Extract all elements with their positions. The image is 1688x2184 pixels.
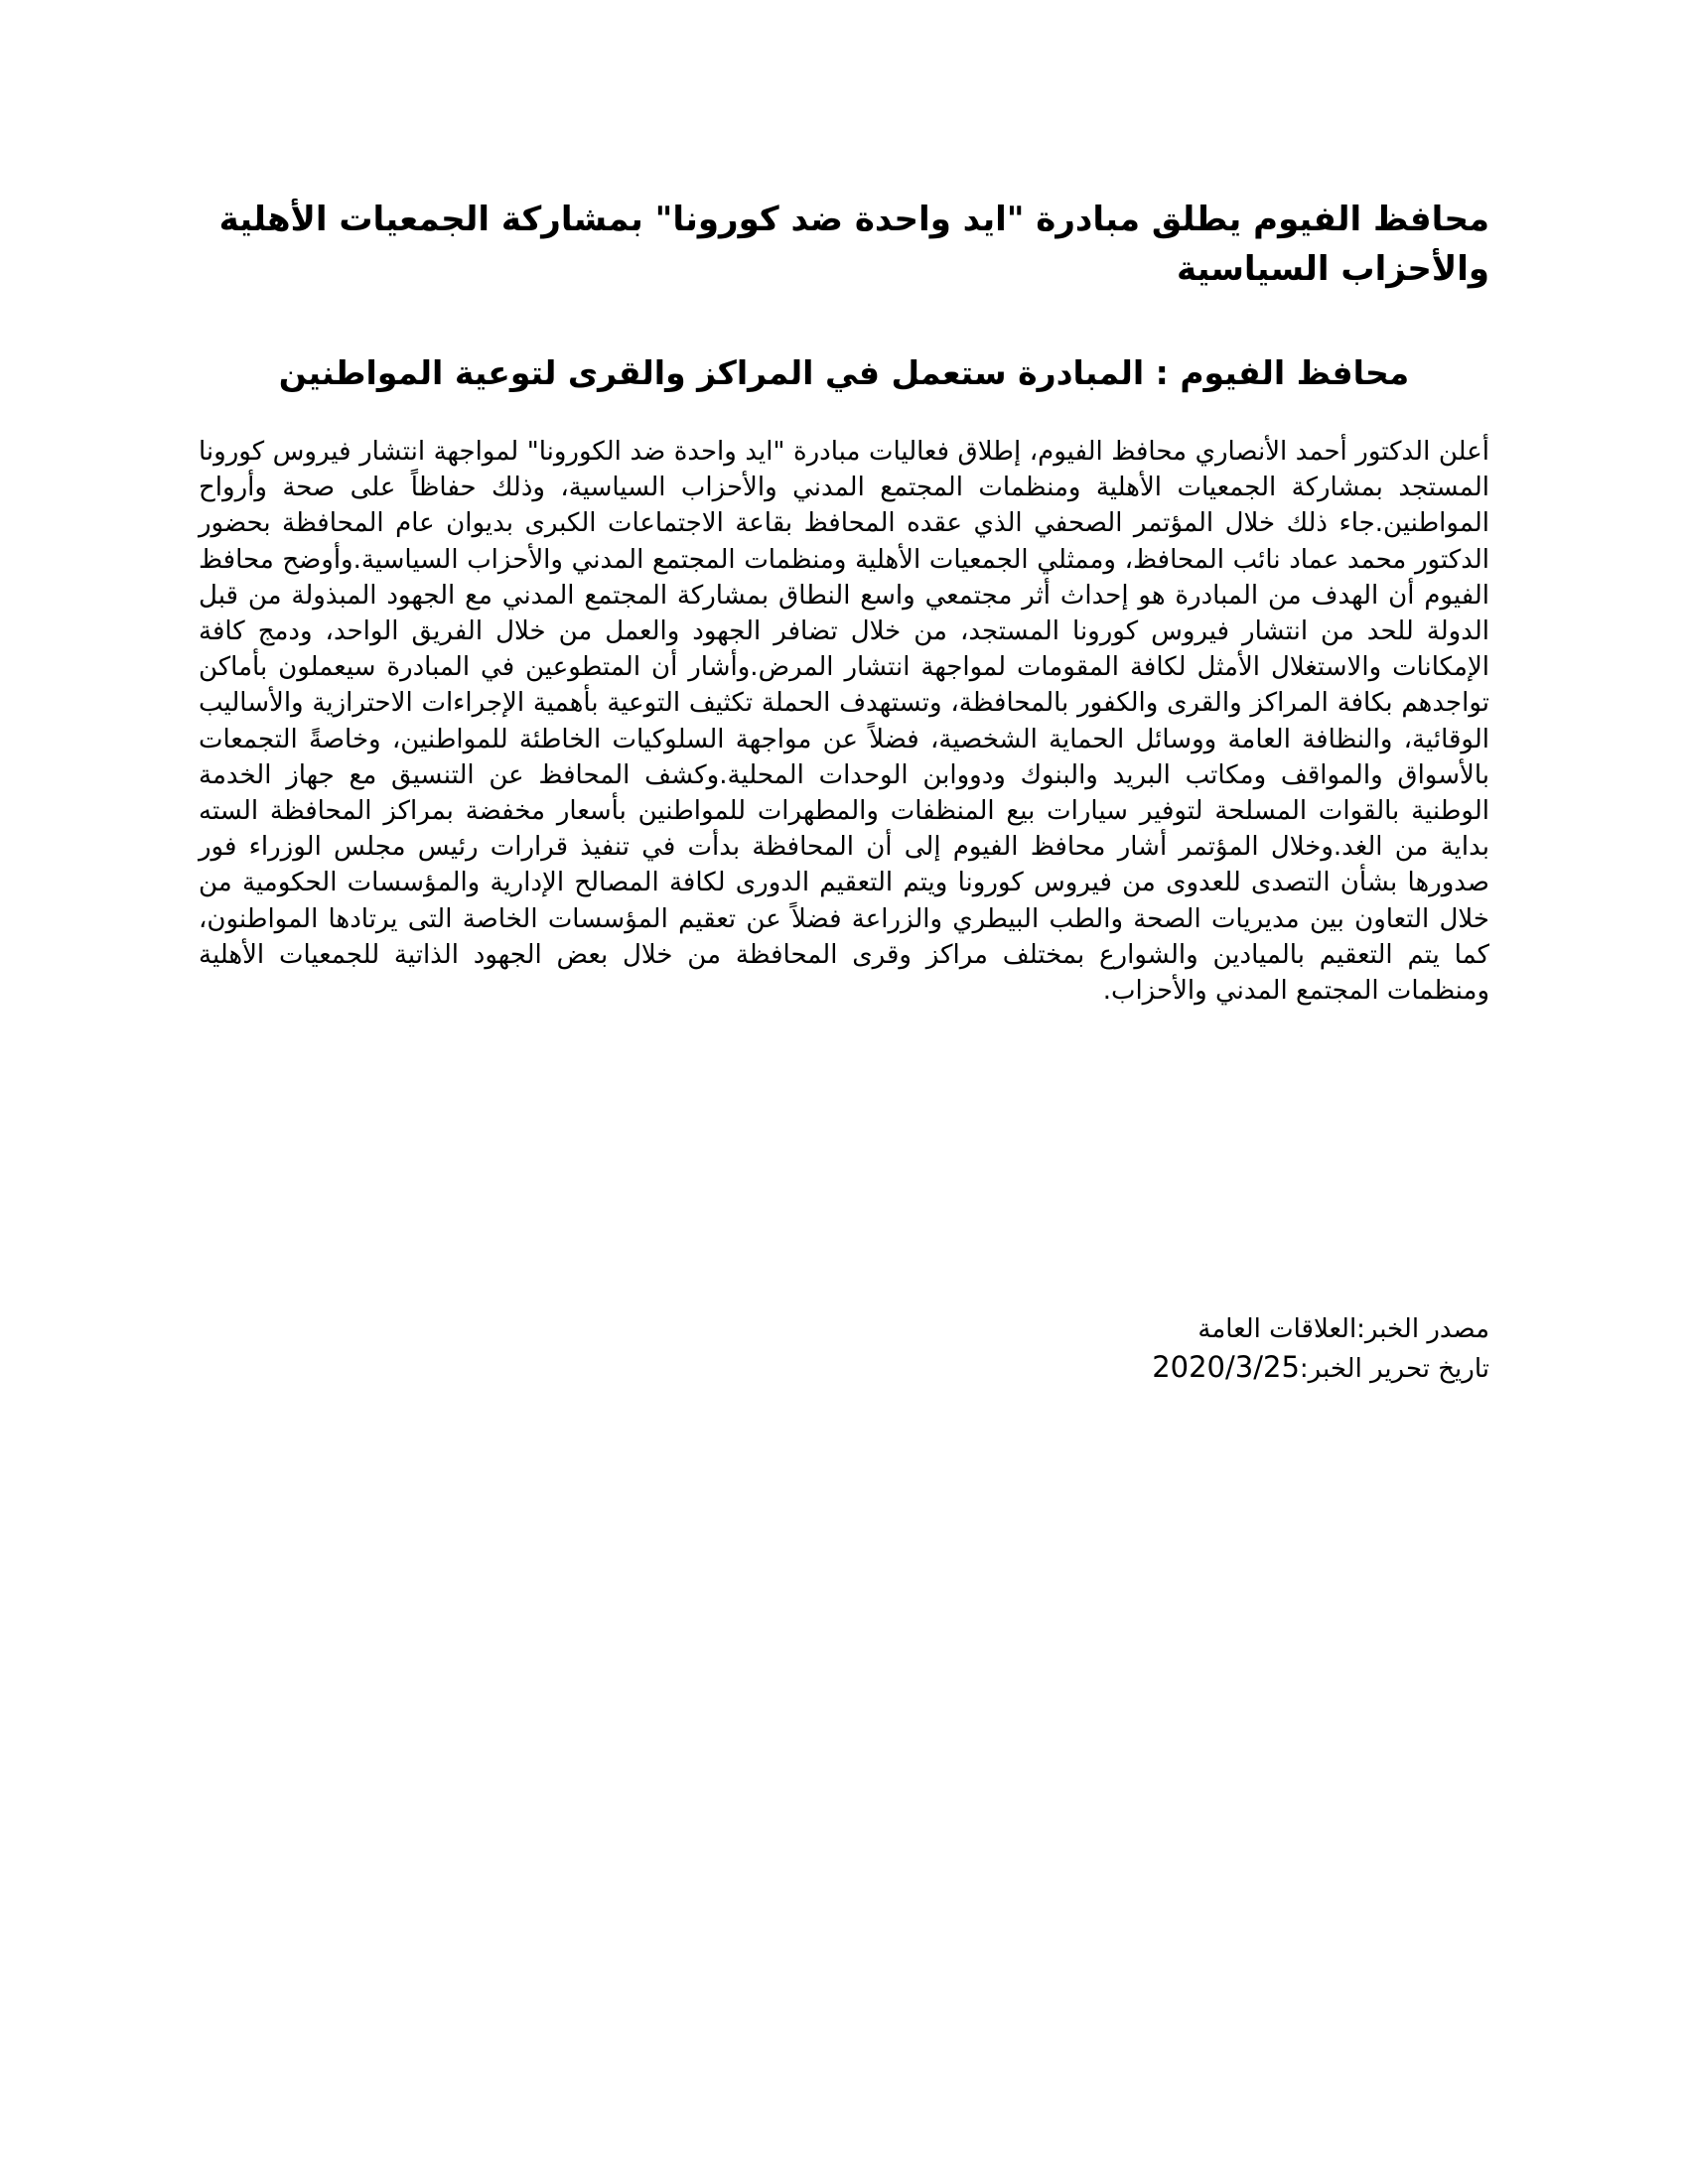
article-body: أعلن الدكتور أحمد الأنصاري محافظ الفيوم، إطلاق فعاليات مبادرة "ايد واحدة ضد الكورونا" لمواجهة انتشار فيروس كورونا المستجد بمشاركة الجمعيات الأهلية ومنظمات المجتمع المدني والأحزاب السياسية، وذلك حفاظاً على صحة وأرواح المواطنين.جاء ذلك خلال المؤتمر الصحفي الذي عقده المحافظ بقاعة الاجتماعات الكبرى بديوان عام المحافظة بحضور الدكتور محمد عماد نائب المحافظ، وممثلي الجمعيات الأهلية ومنظمات المجتمع المدني والأحزاب السياسية.وأوضح محافظ الفيوم أن الهدف من المبادرة هو إحداث أثر مجتمعي واسع النطاق بمشاركة المجتمع المدني مع الجهود المبذولة من قبل الدولة للحد من انتشار فيروس كورونا المستجد، من خلال تضافر الجهود والعمل من خلال الفريق الواحد، ودمج كافة الإمكانات والاستغلال الأمثل لكافة المقومات لمواجهة انتشار المرض.وأشار أن المتطوعين في المبادرة سيعملون بأماكن تواجدهم بكافة المراكز والقرى والكفور بالمحافظة، وتستهدف الحملة تكثيف التوعية بأهمية الإجراءات الاحترازية والأساليب الوقائية، والنظافة العامة ووسائل الحماية الشخصية، فضلاً عن مواجهة السلوكيات الخاطئة للمواطنين، وخاصةً التجمعات بالأسواق والمواقف ومكاتب البريد والبنوك ودووابن الوحدات المحلية.وكشف المحافظ عن التنسيق مع جهاز الخدمة الوطنية بالقوات المسلحة لتوفير سيارات بيع المنظفات والمطهرات للمواطنين بأسعار مخفضة بمراكز المحافظة السته بداية من الغد.وخلال المؤتمر أشار محافظ الفيوم إلى أن المحافظة بدأت في تنفيذ قرارات رئيس مجلس الوزراء فور صدورها بشأن التصدى للعدوى من فيروس كورونا ويتم التعقيم الدورى لكافة المصالح الإدارية والمؤسسات الحكومية من خلال التعاون بين مديريات الصحة والطب البيطري والزراعة فضلاً عن تعقيم المؤسسات الخاصة التى يرتادها المواطنون، كما يتم التعقيم بالميادين والشوارع بمختلف مراكز وقرى المحافظة من خلال بعض الجهود الذاتية للجمعيات الأهلية ومنظمات المجتمع المدني والأحزاب. <box>199 437 1489 1007</box>
news-date-line <box>199 1348 1489 1388</box>
article-subtitle: محافظ الفيوم : المبادرة ستعمل في المراكز والقرى لتوعية المواطنين <box>278 353 1410 392</box>
news-date-label: تاريخ تحرير الخبر: <box>1299 1354 1489 1384</box>
article-title: محافظ الفيوم يطلق مبادرة "ايد واحدة ضد كورونا" بمشاركة الجمعيات الأهلية والأحزاب السياسية <box>218 200 1489 289</box>
article-meta <box>199 1310 1489 1388</box>
news-date-value: 2020/3/25 <box>1152 1350 1300 1384</box>
news-source: مصدر الخبر:العلاقات العامة <box>1197 1314 1489 1344</box>
